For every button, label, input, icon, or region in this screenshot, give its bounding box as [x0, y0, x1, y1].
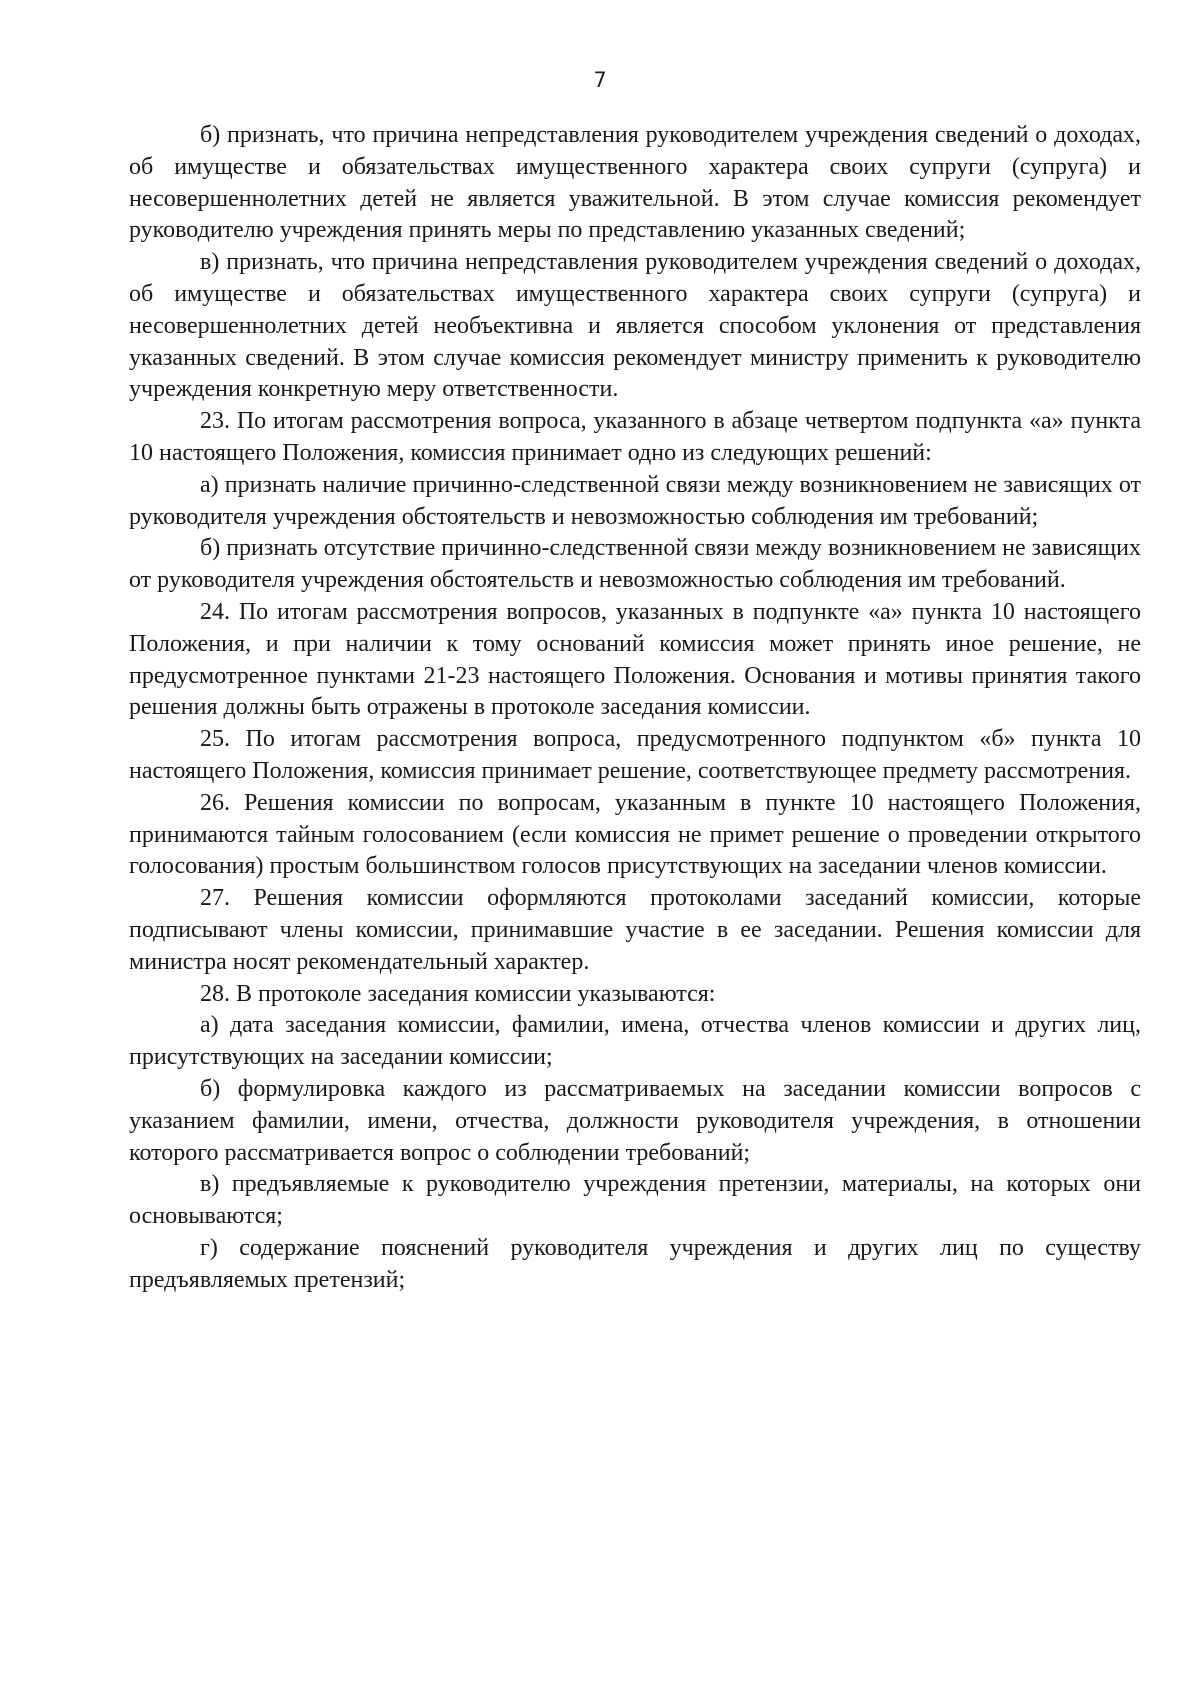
paragraph-28g: г) содержание пояснений руководителя учреждения и других лиц по существу предъявляемых претензий; — [129, 1234, 1141, 1293]
paragraph-23a: а) признать наличие причинно-следственной связи между возникновением не зависящих от руководителя учреждения обстоятельств и невозможностью соблюдения им требований; — [129, 471, 1141, 530]
paragraph-28: 28. В протоколе заседания комиссии указываются: — [200, 980, 716, 1007]
paragraph-28a: а) дата заседания комиссии, фамилии, имена, отчества членов комиссии и других лиц, присутствующих на заседании комиссии; — [129, 1012, 1141, 1071]
paragraph-28b: б) формулировка каждого из рассматриваемых на заседании комиссии вопросов с указанием фамилии, имени, отчества, должности руководителя учреждения, в отношении которого рассматривается вопрос о соблюдении требований; — [129, 1075, 1141, 1166]
page-number: 7 — [593, 68, 607, 92]
document-body — [129, 120, 1141, 1296]
paragraph-22b: б) признать, что причина непредставления руководителем учреждения сведений о доходах, об имуществе и обязательствах имущественного характера своих супруги (супруга) и несовершеннолетних детей не является уважительной. В этом случае комиссия рекомендует руководителю учреждения принять меры по представлению указанных сведений; — [129, 122, 1141, 244]
paragraph-27: 27. Решения комиссии оформляются протоколами заседаний комиссии, которые подписывают члены комиссии, принимавшие участие в ее заседании. Решения комиссии для министра носят рекомендательный характер. — [129, 885, 1141, 975]
paragraph-24: 24. По итогам рассмотрения вопросов, указанных в подпункте «а» пункта 10 настоящего Положения, и при наличии к тому оснований комиссия может принять иное решение, не предусмотренное пунктами 21-23 настоящего Положения. Основания и мотивы принятия такого решения должны быть отражены в протоколе заседания комиссии. — [129, 598, 1141, 721]
paragraph-26: 26. Решения комиссии по вопросам, указанным в пункте 10 настоящего Положения, принимаются тайным голосованием (если комиссия не примет решение о проведении открытого голосования) простым большинством голосов присутствующих на заседании членов комиссии. — [129, 789, 1141, 880]
paragraph-23: 23. По итогам рассмотрения вопроса, указанного в абзаце четвертом подпункта «а» пункта 10 настоящего Положения, комиссия принимает одно из следующих решений: — [129, 408, 1141, 466]
paragraph-22v: в) признать, что причина непредставления руководителем учреждения сведений о доходах, об имуществе и обязательствах имущественного характера своих супруги (супруга) и несовершеннолетних детей необъективна и является способом уклонения от представления указанных сведений. В этом случае комиссия рекомендует министру применить к руководителю учреждения конкретную меру ответственности. — [129, 249, 1141, 403]
paragraph-23b: б) признать отсутствие причинно-следственной связи между возникновением не зависящих от руководителя учреждения обстоятельств и невозможностью соблюдения им требований. — [129, 535, 1141, 594]
paragraph-25: 25. По итогам рассмотрения вопроса, предусмотренного подпунктом «б» пункта 10 настоящего Положения, комиссия принимает решение, соответствующее предмету рассмотрения. — [129, 726, 1141, 784]
paragraph-28v: в) предъявляемые к руководителю учреждения претензии, материалы, на которых они основываются; — [129, 1171, 1141, 1230]
